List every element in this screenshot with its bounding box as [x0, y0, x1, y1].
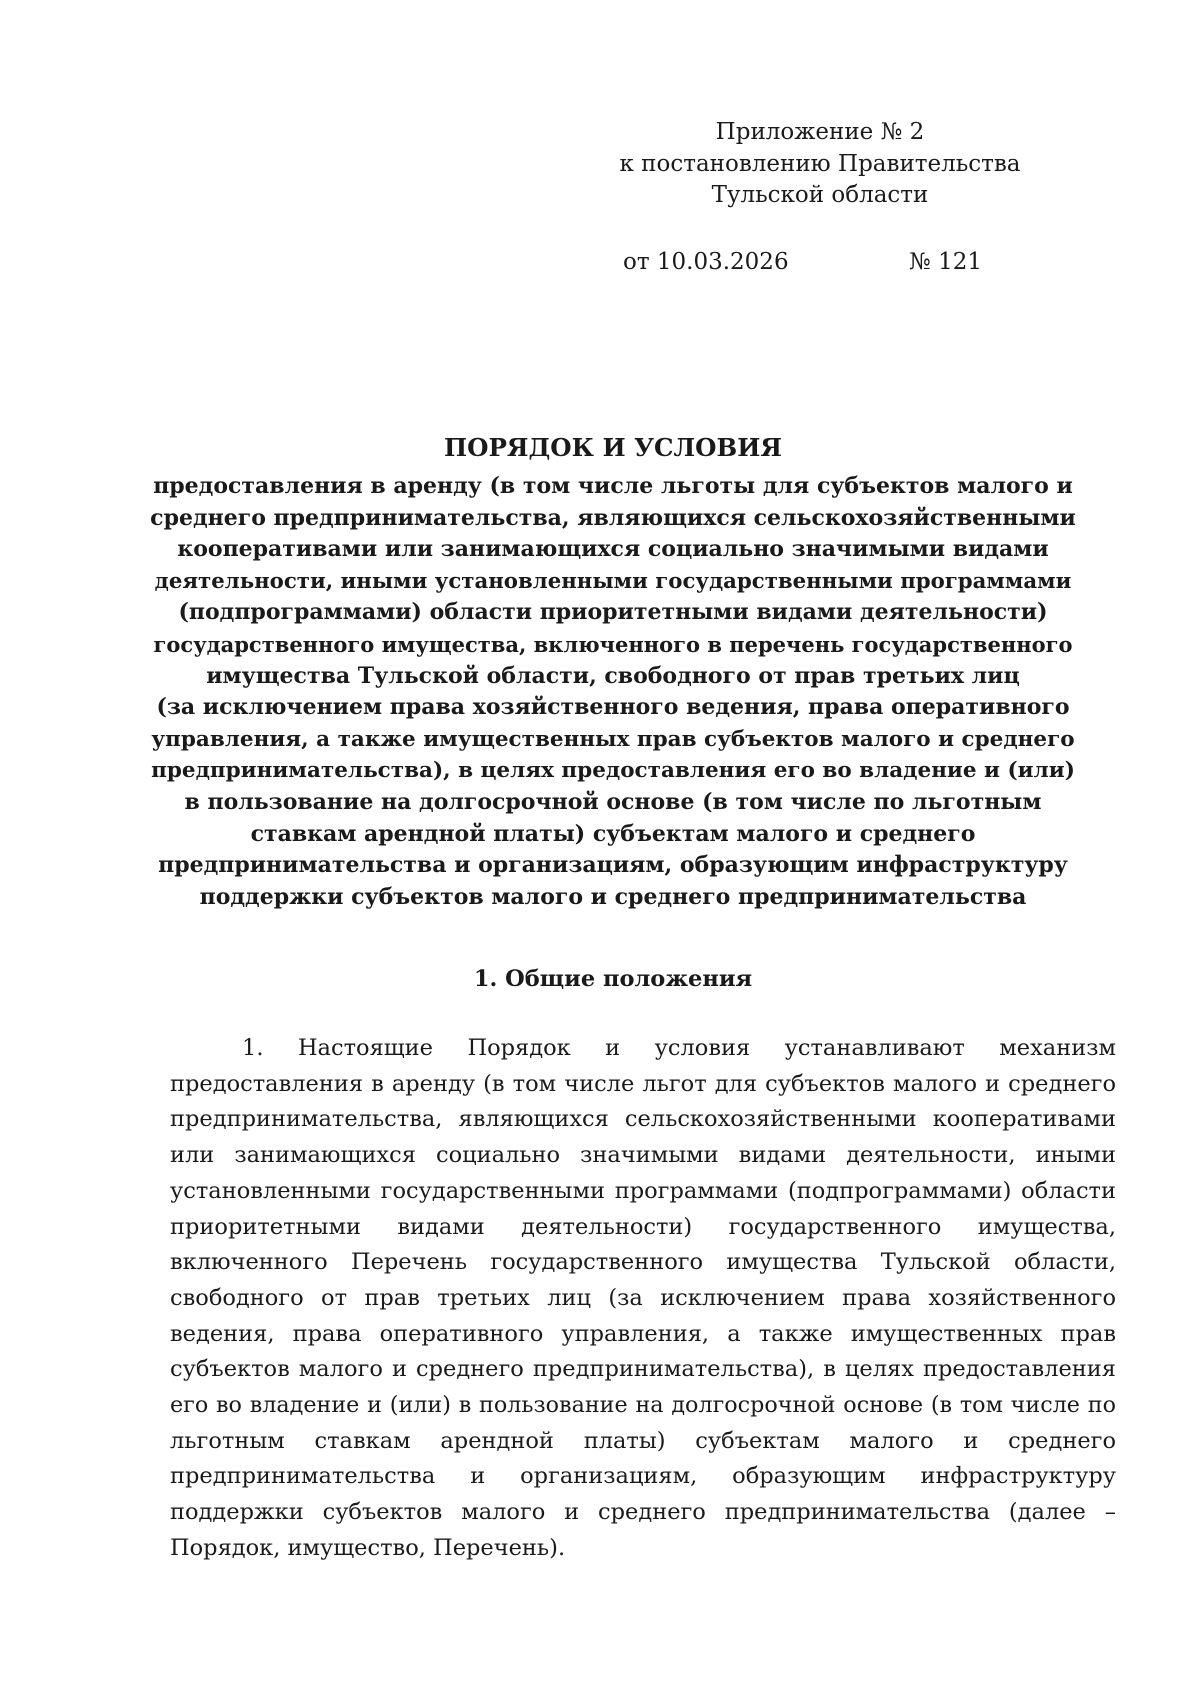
paragraph-line: предпринимательства и организациям, образующим инфраструктуру [170, 1463, 1116, 1490]
subtitle-line: ставкам арендной платы) субъектам малого и среднего [250, 820, 976, 847]
paragraph-line: или занимающихся социально значимыми видами деятельности, иными [170, 1142, 1116, 1169]
appendix-line: к постановлению Правительства [619, 150, 1021, 177]
subtitle-line: деятельности, иными установленными государственными программами [154, 568, 1072, 594]
subtitle-line: среднего предпринимательства, являющихся сельскохозяйственными [150, 504, 1076, 531]
resolution-number: № 121 [909, 249, 982, 275]
subtitle-line: имущества Тульской области, свободного от прав третьих лиц [206, 662, 1020, 689]
paragraph-line: установленными государственными программами (подпрограммами) области [170, 1177, 1116, 1204]
paragraph-line: предпринимательства, являющихся сельскохозяйственными кооперативами [170, 1106, 1116, 1133]
subtitle-line: государственного имущества, включенного в перечень государственного [153, 631, 1073, 657]
subtitle-line: в пользование на долгосрочной основе (в том числе по льготным [184, 788, 1042, 815]
subtitle-line: (за исключением права хозяйственного ведения, права оперативного [156, 694, 1070, 721]
paragraph-line: свободного от прав третьих лиц (за исключением права хозяйственного [170, 1284, 1116, 1311]
paragraph-line: 1. Настоящие Порядок и условия устанавливают механизм [242, 1035, 1116, 1061]
paragraph-line: поддержки субъектов малого и среднего предпринимательства (далее – [170, 1499, 1116, 1526]
resolution-date: от 10.03.2026 [623, 249, 789, 275]
subtitle-line: управления, а также имущественных прав субъектов малого и среднего [151, 726, 1075, 752]
paragraph-line: приоритетными видами деятельности) государственного имущества, [170, 1213, 1116, 1240]
appendix-header [600, 117, 1040, 212]
paragraph-line: льготным ставкам арендной платы) субъектам малого и среднего [170, 1427, 1116, 1454]
subtitle-line: предпринимательства и организациям, образующим инфраструктуру [158, 852, 1068, 879]
paragraph-line: ведения, права оперативного управления, а также имущественных прав [170, 1320, 1116, 1347]
subtitle-line: предоставления в аренду (в том числе льготы для субъектов малого и [153, 473, 1073, 499]
section-heading: 1. Общие положения [473, 966, 753, 992]
paragraph-line: включенного Перечень государственного имущества Тульской области, [170, 1249, 1116, 1276]
paragraph-line: предоставления в аренду (в том числе льгот для субъектов малого и среднего [170, 1070, 1116, 1097]
body-paragraph [170, 1031, 1116, 1567]
subtitle-line: предпринимательства), в целях предоставления его во владение и (или) [151, 758, 1075, 784]
subtitle-line: (подпрограммами) области приоритетными видами деятельности) [178, 599, 1048, 626]
appendix-line: Приложение № 2 [715, 119, 925, 145]
paragraph-line: Порядок, имущество, Перечень). [170, 1534, 566, 1561]
document-subtitle [150, 471, 1076, 913]
document-title: ПОРЯДОК И УСЛОВИЯ [444, 433, 782, 462]
paragraph-line: субъектов малого и среднего предпринимательства), в целях предоставления [170, 1356, 1116, 1383]
appendix-line: Тульской области [711, 182, 929, 208]
paragraph-line: его во владение и (или) в пользование на долгосрочной основе (в том числе по [170, 1392, 1116, 1419]
subtitle-line: поддержки субъектов малого и среднего предпринимательства [199, 883, 1027, 910]
subtitle-line: кооперативами или занимающихся социально значимыми видами [177, 536, 1049, 563]
